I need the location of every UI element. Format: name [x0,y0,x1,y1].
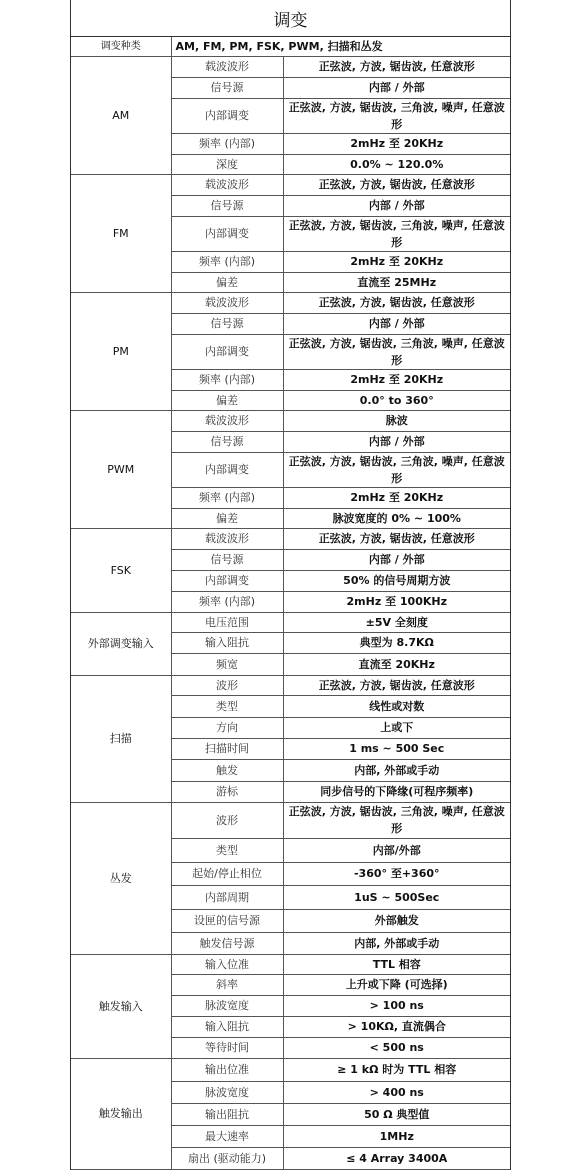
param-value: 正弦波, 方波, 锯齿波, 三角波, 噪声, 任意波形 [283,452,510,487]
param-value: 正弦波, 方波, 锯齿波, 三角波, 噪声, 任意波形 [283,802,510,838]
param-label: 输入阻抗 [171,1016,283,1037]
table-row [71,1058,510,1081]
param-value: ±5V 全刻度 [283,612,510,632]
param-value: ≥ 1 kΩ 时为 TTL 相容 [283,1058,510,1081]
param-value: 正弦波, 方波, 锯齿波, 三角波, 噪声, 任意波形 [283,334,510,369]
param-label: 输入阻抗 [171,632,283,653]
param-label: 扫描时间 [171,738,283,759]
param-label: 偏差 [171,508,283,528]
param-value: 正弦波, 方波, 锯齿波, 任意波形 [283,292,510,313]
param-value: 内部 / 外部 [283,77,510,98]
param-label: 最大速率 [171,1125,283,1147]
param-label: 扇出 (驱动能力) [171,1147,283,1169]
table-row [71,292,510,313]
param-label: 斜率 [171,974,283,995]
param-value: 1uS ~ 500Sec [283,885,510,909]
group-label: FM [71,174,171,292]
param-label: 频率 (内部) [171,251,283,272]
param-label: 信号源 [171,195,283,216]
param-value: > 10KΩ, 直流偶合 [283,1016,510,1037]
param-label: 触发 [171,759,283,781]
page-title: 调变 [71,0,510,37]
param-value: 线性或对数 [283,695,510,717]
param-value: 外部触发 [283,909,510,932]
param-value: 内部/外部 [283,838,510,862]
param-value: 2mHz 至 100KHz [283,591,510,612]
param-value: 内部 / 外部 [283,195,510,216]
group-label: 扫描 [71,675,171,802]
param-value: 同步信号的下降缘(可程序频率) [283,781,510,802]
param-value: 内部, 外部或手动 [283,759,510,781]
summary-value: AM, FM, PM, FSK, PWM, 扫描和丛发 [171,37,510,56]
param-label: 输出阻抗 [171,1103,283,1125]
table-row [71,56,510,77]
param-value: 上升或下降 (可选择) [283,974,510,995]
table-row [71,675,510,695]
param-value: 0.0° to 360° [283,390,510,410]
param-label: 设匣的信号源 [171,909,283,932]
param-value: > 400 ns [283,1081,510,1103]
param-value: 2mHz 至 20KHz [283,133,510,154]
param-value: 0.0% ~ 120.0% [283,154,510,174]
param-value: 正弦波, 方波, 锯齿波, 任意波形 [283,56,510,77]
param-value: 直流至 25MHz [283,272,510,292]
param-label: 触发信号源 [171,932,283,954]
param-value: TTL 相容 [283,954,510,974]
param-value: 50% 的信号周期方波 [283,570,510,591]
group-label: FSK [71,528,171,612]
param-value: 1 ms ~ 500 Sec [283,738,510,759]
table-row [71,612,510,632]
table-row [71,802,510,838]
group-label: 丛发 [71,802,171,954]
group-label: PM [71,292,171,410]
param-label: 输入位准 [171,954,283,974]
param-value: 脉波宽度的 0% ~ 100% [283,508,510,528]
param-label: 载波波形 [171,56,283,77]
param-label: 等待时间 [171,1037,283,1058]
param-value: 50 Ω 典型值 [283,1103,510,1125]
param-label: 信号源 [171,313,283,334]
group-label: 外部调变输入 [71,612,171,675]
group-label: PWM [71,410,171,528]
param-label: 类型 [171,695,283,717]
param-label: 频宽 [171,653,283,675]
param-label: 内部调变 [171,98,283,133]
param-value: 直流至 20KHz [283,653,510,675]
param-value: 内部 / 外部 [283,431,510,452]
param-value: 内部 / 外部 [283,313,510,334]
param-label: 电压范围 [171,612,283,632]
spec-sheet [70,0,511,1170]
summary-row [71,37,510,56]
param-label: 游标 [171,781,283,802]
param-value: ≤ 4 Array 3400A [283,1147,510,1169]
param-label: 方向 [171,717,283,738]
param-label: 类型 [171,838,283,862]
param-label: 深度 [171,154,283,174]
param-label: 偏差 [171,390,283,410]
group-label: 触发输入 [71,954,171,1058]
table-row [71,528,510,549]
param-label: 信号源 [171,549,283,570]
param-label: 内部调变 [171,216,283,251]
param-label: 输出位准 [171,1058,283,1081]
param-label: 脉波宽度 [171,1081,283,1103]
param-value: 典型为 8.7KΩ [283,632,510,653]
param-value: 内部 / 外部 [283,549,510,570]
param-value: 2mHz 至 20KHz [283,251,510,272]
param-label: 信号源 [171,431,283,452]
param-value: 内部, 外部或手动 [283,932,510,954]
param-label: 内部调变 [171,334,283,369]
param-label: 频率 (内部) [171,591,283,612]
spec-table-body [71,37,510,1169]
param-value: 2mHz 至 20KHz [283,369,510,390]
table-row [71,410,510,431]
param-label: 内部周期 [171,885,283,909]
param-label: 载波波形 [171,292,283,313]
param-value: 正弦波, 方波, 锯齿波, 任意波形 [283,675,510,695]
table-row [71,174,510,195]
param-value: < 500 ns [283,1037,510,1058]
param-value: 正弦波, 方波, 锯齿波, 三角波, 噪声, 任意波形 [283,216,510,251]
table-row [71,954,510,974]
param-label: 脉波宽度 [171,995,283,1016]
param-label: 载波波形 [171,410,283,431]
param-label: 起始/停止相位 [171,862,283,885]
group-label: AM [71,56,171,174]
param-value: 2mHz 至 20KHz [283,487,510,508]
param-label: 内部调变 [171,570,283,591]
param-label: 频率 (内部) [171,487,283,508]
param-label: 载波波形 [171,174,283,195]
param-label: 偏差 [171,272,283,292]
param-label: 波形 [171,675,283,695]
param-value: > 100 ns [283,995,510,1016]
param-label: 载波波形 [171,528,283,549]
param-value: -360° 至+360° [283,862,510,885]
param-value: 正弦波, 方波, 锯齿波, 任意波形 [283,174,510,195]
param-label: 信号源 [171,77,283,98]
param-value: 正弦波, 方波, 锯齿波, 任意波形 [283,528,510,549]
spec-table [71,37,510,1170]
param-value: 正弦波, 方波, 锯齿波, 三角波, 噪声, 任意波形 [283,98,510,133]
param-label: 频率 (内部) [171,369,283,390]
param-value: 脉波 [283,410,510,431]
summary-label: 调变种类 [71,37,171,56]
param-label: 波形 [171,802,283,838]
group-label: 触发输出 [71,1058,171,1169]
param-label: 频率 (内部) [171,133,283,154]
param-value: 上或下 [283,717,510,738]
param-value: 1MHz [283,1125,510,1147]
param-label: 内部调变 [171,452,283,487]
